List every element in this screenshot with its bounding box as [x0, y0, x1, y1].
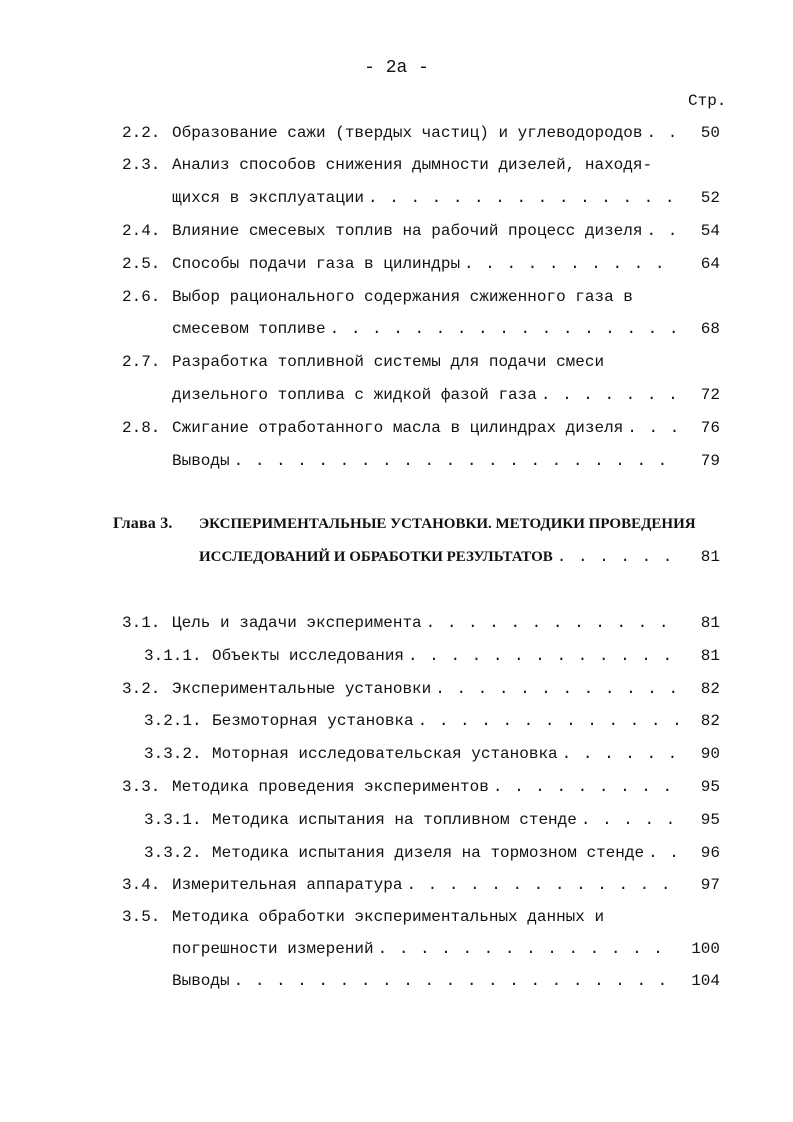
- toc-entry-3-1-1: [144, 644, 720, 668]
- leader-dots: [541, 383, 678, 407]
- toc-entry-3-2: [122, 677, 720, 701]
- leader-dots: [464, 252, 678, 276]
- entry-title: Способы подачи газа в цилиндры: [172, 255, 461, 273]
- entry-number: 2.2.: [122, 124, 161, 142]
- entry-page: 81: [700, 548, 720, 566]
- leader-dots: [646, 121, 678, 145]
- entry-number: 2.5.: [122, 255, 161, 273]
- toc-entry-2-2: [122, 121, 720, 145]
- entry-title-line1: Выбор рационального содержания сжиженного газа в: [172, 288, 633, 306]
- toc-entry-3-5: [122, 937, 720, 961]
- entry-number: 3.5.: [122, 908, 161, 926]
- entry-title: Сжигание отработанного масла в цилиндрах дизеля: [172, 419, 624, 437]
- toc-entry-2-6-line1: [122, 285, 633, 309]
- chapter-title-line2: ИССЛЕДОВАНИЙ И ОБРАБОТКИ РЕЗУЛЬТАТОВ: [199, 549, 553, 565]
- entry-title-line1: Разработка топливной системы для подачи смеси: [172, 353, 605, 371]
- entry-title: Безмоторная установка: [212, 712, 414, 730]
- toc-entry-3-3: [122, 775, 720, 799]
- entry-number: 3.3.2.: [144, 745, 202, 763]
- entry-page: 81: [700, 647, 720, 665]
- entry-title: Экспериментальные установки: [172, 680, 432, 698]
- leader-dots: [493, 775, 678, 799]
- entry-number: 3.4.: [122, 876, 161, 894]
- entry-page: 64: [700, 255, 720, 273]
- entry-title: Моторная исследовательская установка: [212, 745, 558, 763]
- entry-page: 50: [700, 124, 720, 142]
- toc-entry-2-6: [122, 317, 720, 341]
- entry-title: смесевом топливе: [172, 320, 326, 338]
- entry-page: 54: [700, 222, 720, 240]
- leader-dots: [581, 808, 678, 832]
- chapter-3-heading-line2: [122, 545, 720, 569]
- toc-entry-2-4: [122, 219, 720, 243]
- entry-page: 79: [700, 452, 720, 470]
- entry-title: Выводы: [172, 972, 230, 990]
- toc-entry-3-1: [122, 611, 720, 635]
- entry-number: 3.1.1.: [144, 647, 202, 665]
- entry-title: Объекты исследования: [212, 647, 405, 665]
- entry-number: 3.3.1.: [144, 811, 202, 829]
- entry-page: 104: [691, 972, 720, 990]
- entry-title-line1: Анализ способов снижения дымности дизелей, находя-: [172, 156, 653, 174]
- toc-entry-conclusions-3: [122, 969, 720, 993]
- toc-entry-2-3-line1: [122, 153, 653, 177]
- entry-page: 82: [700, 712, 720, 730]
- entry-title: дизельного топлива с жидкой фазой газа: [172, 386, 537, 404]
- toc-entry-3-2-1: [144, 709, 720, 733]
- leader-dots: [406, 873, 678, 897]
- entry-title: Выводы: [172, 452, 230, 470]
- toc-entry-3-5-line1: [122, 905, 605, 929]
- entry-page: 72: [700, 386, 720, 404]
- entry-title: Образование сажи (твердых частиц) и углеводородов: [172, 124, 643, 142]
- entry-number: 2.3.: [122, 156, 161, 174]
- leader-dots: [648, 841, 678, 865]
- entry-number: 2.8.: [122, 419, 161, 437]
- entry-page: 95: [700, 811, 720, 829]
- entry-title: Цель и задачи эксперимента: [172, 614, 422, 632]
- toc-entry-conclusions-2: [122, 449, 720, 473]
- entry-title-line1: Методика обработки экспериментальных данных и: [172, 908, 605, 926]
- toc-entry-2-3: [122, 186, 720, 210]
- pages-column-label: Стр.: [688, 92, 727, 110]
- entry-page: 90: [700, 745, 720, 763]
- chapter-3-heading-line1: [113, 512, 696, 536]
- toc-entry-3-3-2a: [144, 742, 720, 766]
- toc-entry-3-3-1: [144, 808, 720, 832]
- chapter-title-line1: ЭКСПЕРИМЕНТАЛЬНЫЕ УСТАНОВКИ. МЕТОДИКИ ПРОВЕДЕНИЯ: [199, 516, 696, 532]
- entry-page: 82: [700, 680, 720, 698]
- toc-entry-2-8: [122, 416, 720, 440]
- toc-entry-2-5: [122, 252, 720, 276]
- leader-dots: [408, 644, 678, 668]
- entry-number: 3.3.: [122, 778, 161, 796]
- toc-entry-3-4: [122, 873, 720, 897]
- entry-title: Методика испытания дизеля на тормозном стенде: [212, 844, 645, 862]
- leader-dots: [378, 937, 678, 961]
- leader-dots: [234, 449, 678, 473]
- entry-page: 95: [700, 778, 720, 796]
- entry-number: 2.7.: [122, 353, 161, 371]
- entry-number: 3.1.: [122, 614, 161, 632]
- entry-title: щихся в эксплуатации: [172, 189, 365, 207]
- leader-dots: [330, 317, 678, 341]
- toc-entry-2-7-line1: [122, 350, 605, 374]
- leader-dots: [562, 742, 678, 766]
- entry-title: Методика испытания на топливном стенде: [212, 811, 577, 829]
- entry-page: 52: [700, 189, 720, 207]
- entry-page: 81: [700, 614, 720, 632]
- entry-title: погрешности измерений: [172, 940, 374, 958]
- entry-page: 76: [700, 419, 720, 437]
- entry-number: 3.2.1.: [144, 712, 202, 730]
- leader-dots: [234, 969, 678, 993]
- toc-entry-3-3-2b: [144, 841, 720, 865]
- entry-page: 100: [691, 940, 720, 958]
- leader-dots: [646, 219, 678, 243]
- entry-number: 2.6.: [122, 288, 161, 306]
- entry-page: 96: [700, 844, 720, 862]
- leader-dots: [418, 709, 678, 733]
- entry-page: 97: [700, 876, 720, 894]
- chapter-label: Глава 3.: [113, 515, 173, 532]
- toc-entry-2-7: [122, 383, 720, 407]
- leader-dots: [557, 545, 678, 569]
- entry-number: 3.2.: [122, 680, 161, 698]
- page-number: - 2а -: [364, 58, 429, 78]
- entry-title: Измерительная аппаратура: [172, 876, 403, 894]
- entry-title: Влияние смесевых топлив на рабочий процесс дизеля: [172, 222, 643, 240]
- entry-number: 3.3.2.: [144, 844, 202, 862]
- leader-dots: [426, 611, 678, 635]
- entry-page: 68: [700, 320, 720, 338]
- entry-title: Методика проведения экспериментов: [172, 778, 489, 796]
- entry-number: 2.4.: [122, 222, 161, 240]
- leader-dots: [435, 677, 678, 701]
- leader-dots: [627, 416, 678, 440]
- leader-dots: [368, 186, 678, 210]
